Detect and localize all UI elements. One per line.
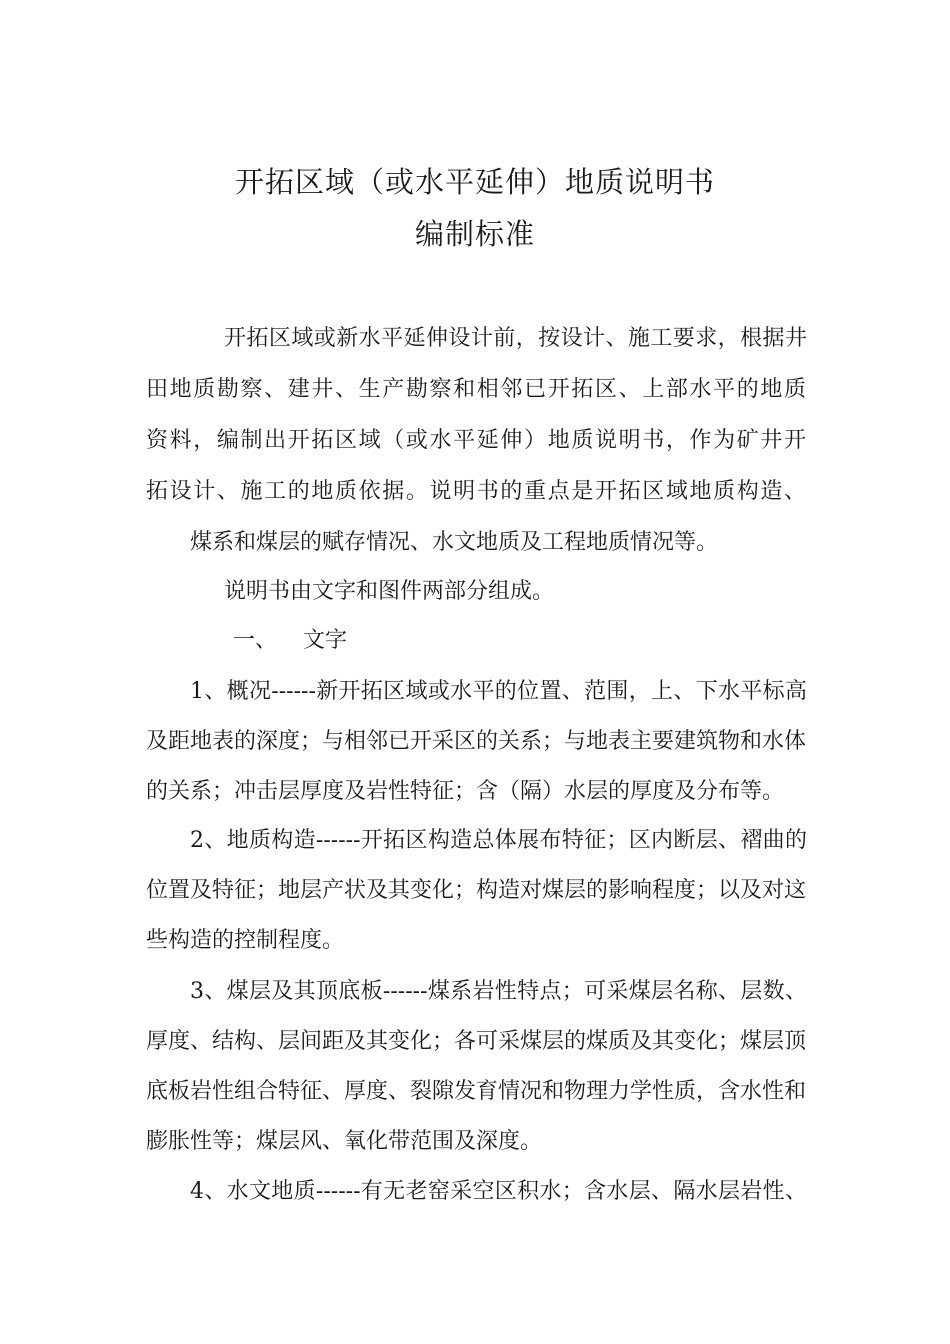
composition-sentence: 说明书由文字和图件两部分组成。 xyxy=(224,579,555,604)
item-1-line-1: 1、概况------新开拓区域或水平的位置、范围，上、下水平标高 xyxy=(190,679,807,704)
intro-line-1: 开拓区域或新水平延伸设计前，按设计、施工要求，根据井 xyxy=(224,326,807,351)
item-3-line-3: 底板岩性组合特征、厚度、裂隙发育情况和物理力学性质，含水性和 xyxy=(146,1079,807,1104)
item-2-line-2: 位置及特征；地层产状及其变化；构造对煤层的影响程度；以及对这 xyxy=(146,878,807,903)
item-3-line-1: 3、煤层及其顶底板------煤系岩性特点；可采煤层名称、层数、 xyxy=(190,979,807,1004)
item-1-line-3: 的关系；冲击层厚度及岩性特征；含（隔）水层的厚度及分布等。 xyxy=(146,779,785,804)
intro-line-2: 田地质勘察、建井、生产勘察和相邻已开拓区、上部水平的地质 xyxy=(146,377,806,402)
document-subtitle: 编制标准 xyxy=(414,217,535,251)
item-3-line-4: 膨胀性等；煤层风、氧化带范围及深度。 xyxy=(146,1129,543,1154)
item-2-line-1: 2、地质构造------开拓区构造总体展布特征；区内断层、褶曲的 xyxy=(190,828,807,853)
section-title: 文字 xyxy=(303,628,348,653)
intro-line-3: 资料，编制出开拓区域（或水平延伸）地质说明书，作为矿井开 xyxy=(146,428,806,453)
item-1-line-2: 及距地表的深度；与相邻已开采区的关系；与地表主要建筑物和水体 xyxy=(146,729,807,754)
item-3-line-2: 厚度、结构、层间距及其变化；各可采煤层的煤质及其变化；煤层顶 xyxy=(146,1029,807,1054)
intro-line-5: 煤系和煤层的赋存情况、水文地质及工程地质情况等。 xyxy=(190,530,719,555)
section-number: 一、 xyxy=(233,628,278,653)
item-2-line-3: 些构造的控制程度。 xyxy=(146,928,345,953)
item-4-line-1: 4、水文地质------有无老窑采空区积水；含水层、隔水层岩性、 xyxy=(190,1179,807,1204)
document-title: 开拓区域（或水平延伸）地质说明书 xyxy=(234,165,715,199)
intro-line-4: 拓设计、施工的地质依据。说明书的重点是开拓区域地质构造、 xyxy=(146,479,806,504)
